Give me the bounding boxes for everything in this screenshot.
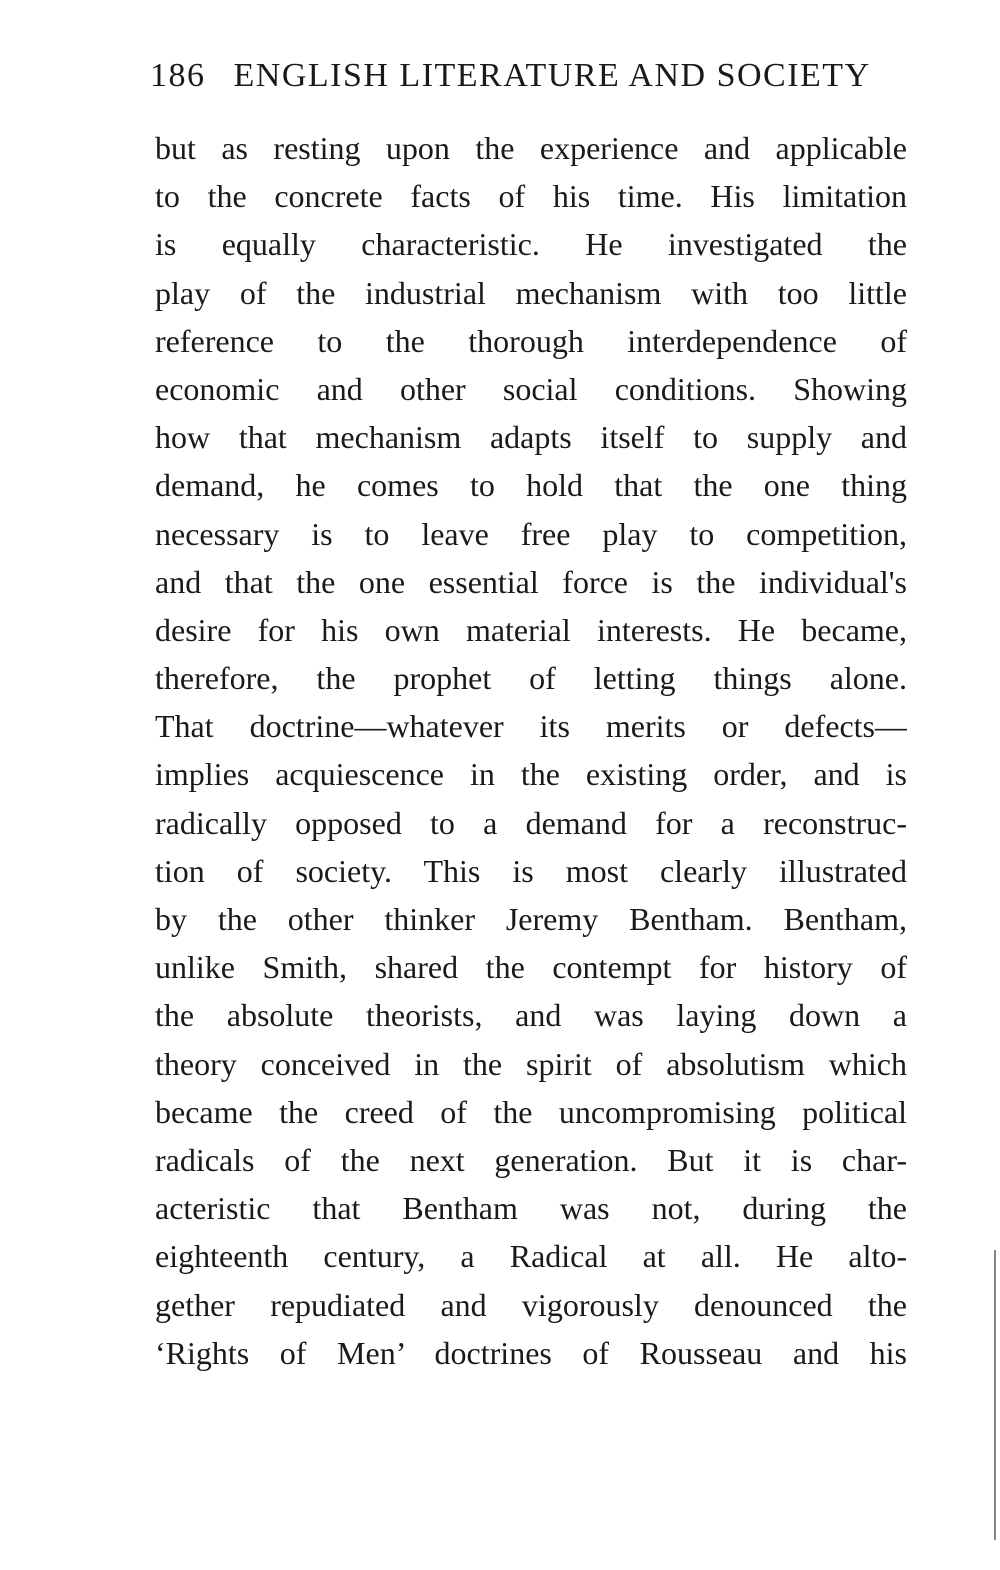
text-line: economic and other social conditions. Showing — [155, 370, 907, 407]
text-line: but as resting upon the experience and applicable — [155, 130, 907, 166]
text-line: and that the one essential force is the individual's — [155, 563, 907, 600]
text-line: tion of society. This is most clearly illustrated — [155, 852, 907, 889]
body-text — [155, 124, 907, 1377]
text-line: by the other thinker Jeremy Bentham. Bentham, — [155, 901, 907, 937]
text-line: desire for his own material interests. He became, — [155, 611, 907, 648]
text-line: how that mechanism adapts itself to supply and — [155, 419, 907, 456]
text-line: unlike Smith, shared the contempt for history of — [155, 949, 907, 986]
text-line: eighteenth century, a Radical at all. He alto- — [155, 1238, 907, 1275]
text-line: radically opposed to a demand for a reconstruc- — [155, 804, 907, 841]
scan-edge-mark — [994, 1250, 996, 1540]
text-line: therefore, the prophet of letting things alone. — [155, 660, 907, 697]
text-line: acteristic that Bentham was not, during the — [155, 1190, 907, 1227]
text-line: radicals of the next generation. But it is char- — [155, 1141, 907, 1178]
text-line: demand, he comes to hold that the one thing — [155, 467, 907, 504]
text-line: became the creed of the uncompromising political — [155, 1093, 907, 1130]
text-line: reference to the thorough interdependence of — [155, 322, 907, 359]
text-line: That doctrine—whatever its merits or defects— — [155, 708, 907, 745]
text-line: gether repudiated and vigorously denounced the — [155, 1286, 907, 1323]
text-line: play of the industrial mechanism with too little — [155, 274, 907, 311]
text-line: to the concrete facts of his time. His limitation — [155, 178, 907, 215]
text-line: ‘Rights of Men’ doctrines of Rousseau and his — [155, 1334, 907, 1371]
text-line: necessary is to leave free play to competition, — [155, 515, 907, 552]
running-head — [150, 52, 910, 100]
text-line: implies acquiescence in the existing order, and is — [155, 756, 907, 793]
running-title: ENGLISH LITERATURE AND SOCIETY — [233, 57, 871, 94]
text-line: is equally characteristic. He investigated the — [155, 226, 907, 263]
text-line: the absolute theorists, and was laying down a — [155, 997, 907, 1034]
page-number: 186 — [150, 57, 206, 94]
text-line: theory conceived in the spirit of absolutism which — [155, 1045, 907, 1082]
